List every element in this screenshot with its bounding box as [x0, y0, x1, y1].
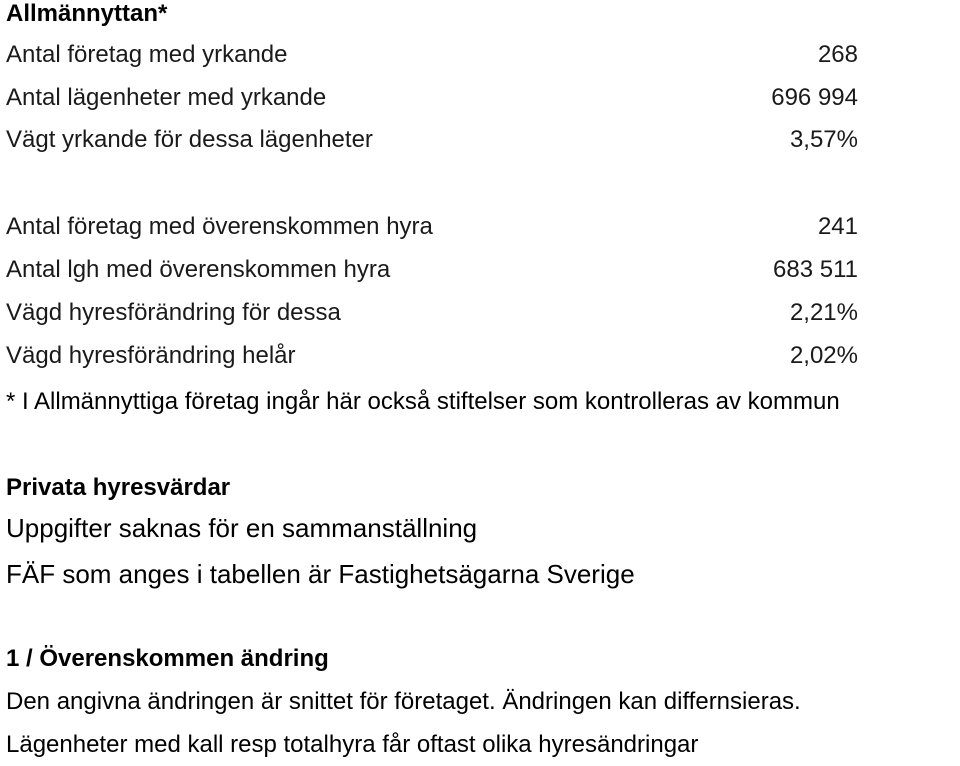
- note1-heading: 1 / Överenskommen ändring: [6, 645, 329, 672]
- stat-label: Antal lägenheter med yrkande: [6, 84, 327, 111]
- stat-label: Antal företag med överenskommen hyra: [6, 213, 433, 240]
- stat-value: 2,21%: [789, 299, 858, 326]
- stat-label: Antal företag med yrkande: [6, 41, 288, 68]
- stat-row-companies-agreed: [6, 215, 858, 239]
- privata-heading: Privata hyresvärdar: [6, 474, 231, 501]
- stat-label: Vägt yrkande för dessa lägenheter: [6, 126, 373, 153]
- stat-row-apartments-agreed: [6, 258, 858, 282]
- privata-line: FÄF som anges i tabellen är Fastighetsägarna Sverige: [6, 559, 635, 589]
- privata-line: Uppgifter saknas för en sammanställning: [6, 513, 478, 543]
- stat-value: 241: [817, 213, 858, 240]
- note1-line: Lägenheter med kall resp totalhyra får oftast olika hyresändringar: [6, 731, 699, 758]
- stat-label: Vägd hyresförändring helår: [6, 342, 296, 369]
- stat-label: Antal lgh med överenskommen hyra: [6, 256, 391, 283]
- stat-row-companies-claim: [6, 43, 858, 67]
- stat-value: 683 511: [773, 256, 858, 283]
- stat-row-weighted-claim: [6, 128, 858, 152]
- allmannyttan-footnote: * I Allmännyttiga företag ingår här också stiftelser som kontrolleras av kommun: [6, 388, 840, 415]
- stat-value: 696 994: [771, 84, 858, 111]
- allmannyttan-heading: Allmännyttan*: [6, 0, 168, 27]
- stat-label: Vägd hyresförändring för dessa: [6, 299, 341, 326]
- stat-value: 268: [817, 41, 858, 68]
- stat-value: 3,57%: [789, 126, 858, 153]
- stat-row-weighted-change-year: [6, 344, 858, 368]
- stat-row-apartments-claim: [6, 86, 858, 110]
- stat-row-weighted-change: [6, 301, 858, 325]
- note1-line: Den angivna ändringen är snittet för företaget. Ändringen kan differnsieras.: [6, 688, 801, 715]
- stat-value: 2,02%: [789, 342, 858, 369]
